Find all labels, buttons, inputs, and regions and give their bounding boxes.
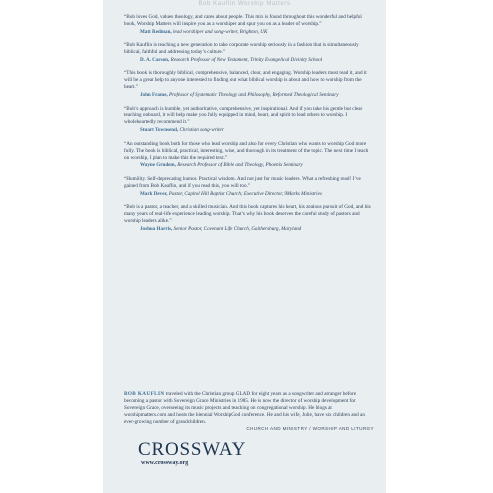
endorser-role: Research Professor of Bible and Theology, Phoenix Seminary (177, 162, 303, 169)
endorsement-quote: “Bob Kauflin is teaching a new generation to take corporate worship seriously in a fashion that is simultaneously biblical, faithful and addressing today’s culture.” (124, 42, 359, 56)
endorser-name: John Frame, (140, 92, 168, 99)
endorser-role: Research Professor of New Testament, Trinity Evangelical Divinity School (170, 57, 323, 64)
endorser-name: Stuart Townsend, (140, 127, 179, 134)
endorser-role: Senior Pastor, Covenant Life Church, Gaithersburg, Maryland (173, 225, 302, 232)
endorsement-quote: “Bob loves God, values theology, and cares about people. This mix is found throughout this wonderful and helpful book, Worship Matters will inspire you as a worshiper and spur you on as a leader of worship.” (124, 14, 362, 27)
endorsement-quote: “This book is thoroughly biblical, comprehensive, balanced, clear, and engaging. Worship leaders must read it, and it will be a great help to anyone interested to finding out what biblical worship is about and how to worship from the heart.” (124, 70, 367, 91)
endorsements (124, 14, 374, 239)
endorsement (124, 204, 374, 232)
publisher-url: www.crossway.org (141, 460, 189, 466)
endorsement-quote: “Bob’s approach is humble, yet authoritative, comprehensive, yet inspirational. And if you take his gentle but clear teaching onboard, it will help make you fully equipped in mind, heart, and spirit to lead others to worship. I wholeheartedly recommend it.” (124, 105, 363, 126)
endorsement (124, 42, 374, 63)
endorser-name: Wayne Grudem, (140, 162, 176, 169)
endorsement-attribution (140, 191, 374, 197)
author-bio (124, 391, 372, 426)
endorsement-attribution (140, 127, 374, 133)
endorser-name: D. A. Carson, (140, 57, 170, 64)
publisher-logo: CROSSWAY (138, 439, 247, 460)
endorsement (124, 141, 374, 169)
endorsement (124, 106, 374, 134)
endorser-role: lead worshiper and song-writer, Brighton, UK (172, 28, 268, 35)
endorsement (124, 70, 374, 98)
endorsement-attribution (140, 29, 374, 35)
endorsement-attribution (140, 162, 374, 168)
author-bio-text: traveled with the Christian group GLAD for eight years as a songwriter and arranger before becoming a pastor with Sovereign Grace Ministries in 1985. He is now the director of worship development for Sovereign Grace, overseeing its music projects and teaching on congregational worship. He blogs at worshipmatters.com and hosts the biennial WorshipGod conference. He and his wife, Julie, have six children and an ever-growing number of grandchildren. (124, 391, 365, 425)
endorsement-quote: “Humility. Self-deprecating humor. Practical wisdom. And not just for music leaders. What a refreshing read! I’ve gained from Bob Kauflin, and if you read this, you will too.” (124, 175, 361, 189)
back-cover (103, 0, 386, 493)
author-name: BOB KAUFLIN (124, 391, 165, 397)
endorser-name: Matt Redman, (140, 28, 172, 35)
endorser-role: Christian song-writer (179, 127, 224, 134)
category-label: CHURCH AND MINISTRY / WORSHIP AND LITURGY (246, 426, 374, 431)
endorser-name: Joshua Harris, (140, 225, 173, 232)
endorsement-quote: “Bob is a pastor, a teacher, and a skilled musician. And this book captures his heart, his zealous pursuit of God, and his many years of real-life experience leading worship. That’s why his book deserves the careful study of pastors and worship leaders alike.” (124, 204, 371, 224)
endorsement-attribution (140, 57, 374, 63)
endorser-role: Pastor, Capitol Hill Baptist Church; Executive Director, 9Marks Ministries (168, 190, 322, 197)
endorser-name: Mark Dever, (140, 190, 168, 197)
endorser-role: Professor of Systematic Theology and Philosophy, Reformed Theological Seminary (169, 92, 339, 99)
faded-top-title: Bob Kauflin Worship Matters (198, 1, 291, 7)
endorsement-attribution (140, 92, 374, 98)
endorsement-quote: “An outstanding book both for those who lead worship and also for every Christian who wants to worship God more fully. The book is biblical, practical, interesting, wise, and thorough in its treatment of the topic. The next time I teach on worship, I plan to make this the required text.” (124, 140, 369, 161)
endorsement-attribution (140, 226, 374, 232)
endorsement (124, 176, 374, 197)
endorsement (124, 14, 374, 35)
